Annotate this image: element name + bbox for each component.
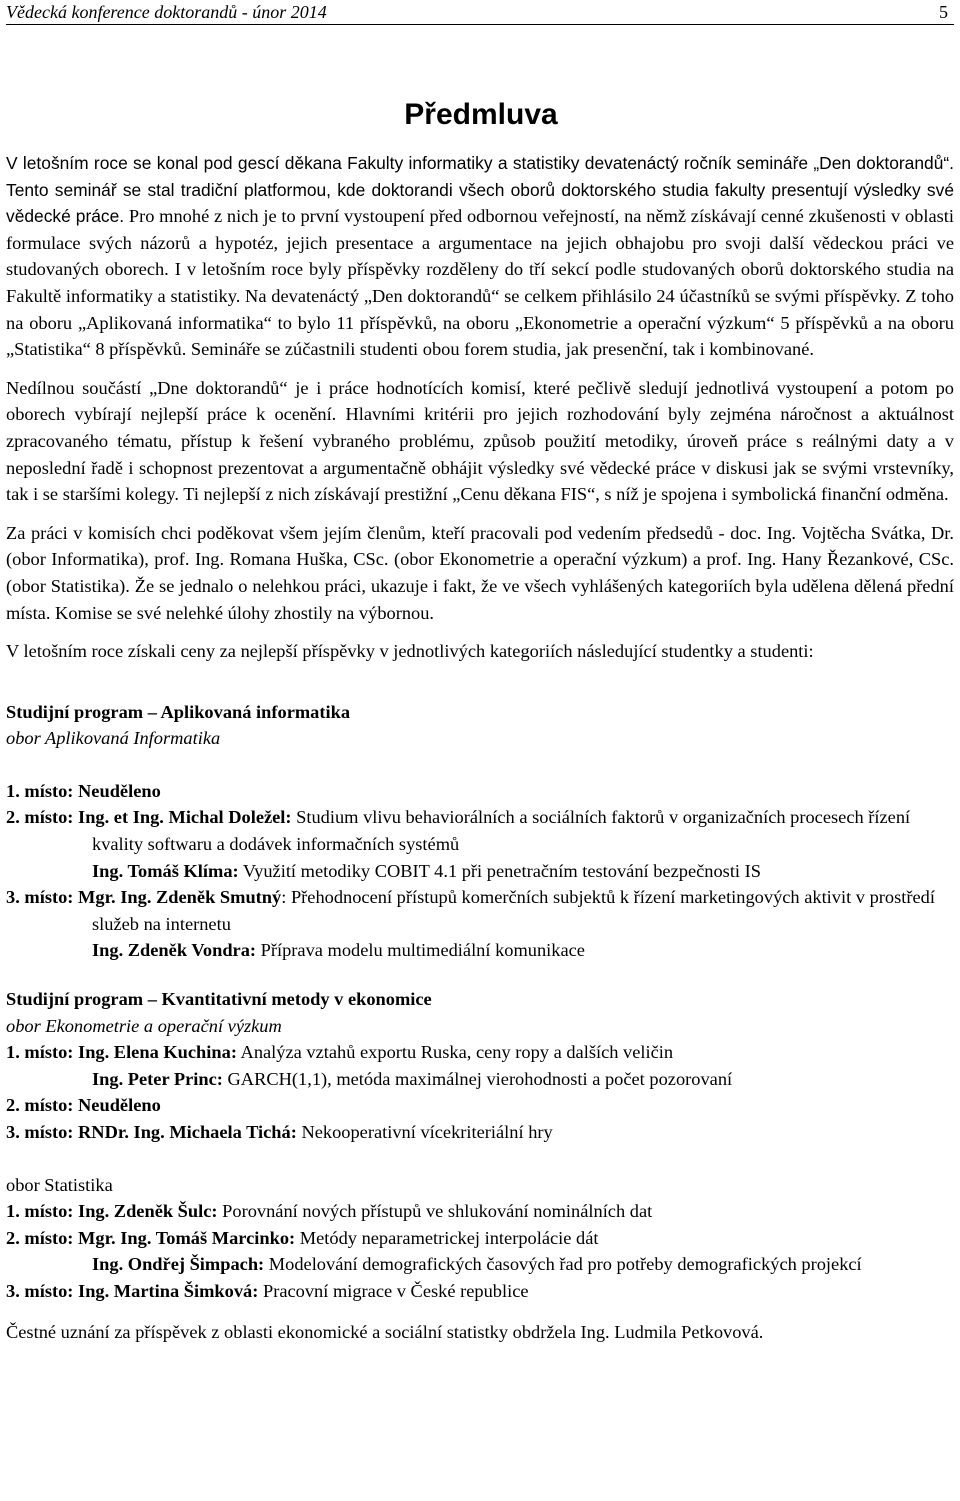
award-row: [6, 937, 954, 964]
award-title: Příprava modelu multimediální komunikace: [256, 940, 585, 961]
award-title: Studium vlivu behaviorálních a sociálních faktorů v organizačních procesech řízení kvality softwaru a dodávek informačních systémů: [92, 807, 911, 855]
award-title: Modelování demografických časových řad pro potřeby demografických projekcí: [264, 1254, 862, 1275]
award-title: Analýza vztahů exportu Ruska, ceny ropy a dalších veličin: [236, 1042, 674, 1063]
body-text: [6, 150, 954, 1345]
intro-paragraph-3: Za práci v komisích chci poděkovat všem jejím členům, kteří pracovali pod vedením předsedů - doc. Ing. Vojtěcha Svátka, Dr. (obor Informatika), prof. Ing. Romana Huška, CSc. (obor Ekonometrie a operační výzkum) a prof. Ing. Hany Řezankové, CSc. (obor Statistika). Že se jednalo o nelehkou práci, ukazuje i fakt, že ve všech vyhlášených kategoriích byla udělena dělená přední místa. Komise se své nelehké úlohy zhostily na výbornou.: [6, 522, 954, 623]
award-row: [6, 1251, 954, 1278]
award-title: : Přehodnocení přístupů komerčních subjektů k řízení marketingových aktivit v prostředí služeb na internetu: [92, 887, 935, 934]
award-title: Metódy neparametrickej interpolácie dát: [295, 1227, 599, 1248]
honorable-mention: Čestné uznání za příspěvek z oblasti ekonomické a sociální statistky obdržela Ing. Ludmila Petkovová.: [6, 1321, 764, 1342]
award-name: Ing. Peter Princ:: [92, 1068, 223, 1089]
award-title: GARCH(1,1), metóda maximálnej vierohodnosti a počet pozorovaní: [222, 1068, 733, 1089]
award-place: 3. místo:: [6, 1280, 79, 1301]
intro-rest: Pro mnohé z nich je to první vystoupení před odbornou veřejností, na němž získávají cenné zkušenosti v oblasti formulace svých názorů a hypotéz, jejich presentace a argumentace na jejich obhajobu pro svoji další vědeckou práci ve studovaných oborech. I v letošním roce byly příspěvky rozděleny do tří sekcí podle studovaných oborů doktorského studia na Fakultě informatiky a statistiky. Na devatenáctý „Den doktorandů“ se celkem přihlásilo 24 účastníků se svými příspěvky. Z toho na oboru „Aplikovaná informatika“ to bylo 11 příspěvků, na oboru „Ekonometrie a operační výzkum“ 5 příspěvků a na oboru „Statistika“ 8 příspěvků. Semináře se zúčastnili studenti obou forem studia, jak presenční, tak i kombinované.: [6, 206, 954, 360]
intro-paragraph-1: [6, 150, 954, 363]
award-name: Ing. Zdeněk Vondra:: [92, 940, 257, 961]
award-row: 1. místo: Neuděleno: [6, 780, 161, 801]
award-name: RNDr. Ing. Michaela Tichá:: [78, 1122, 297, 1142]
award-name: Mgr. Ing. Tomáš Marcinko:: [78, 1227, 296, 1248]
award-place: 1. místo:: [6, 1201, 79, 1222]
intro-paragraph-2: Nedílnou součástí „Dne doktorandů“ je i práce hodnotících komisí, které pečlivě sledují jednotlivá vystoupení a potom po oborech vybírají nejlepší práce k ocenění. Hlavními kritérii pro jejich rozhodování byly zejména náročnost a aktuálnost zpracovaného tématu, přístup k řešení vybraného problému, způsob použití metodiky, úroveň práce s reálnými daty a v neposlední řadě i schopnost prezentovat a argumentačně obhájit výsledky své vědecké práce v diskusi jak se svými vrstevníky, tak i se staršími kolegy. Ti nejlepší z nich získávají prestižní „Cenu děkana FIS“, s níž je spojena i symbolická finanční odměna.: [6, 377, 954, 505]
intro-paragraph-4: V letošním roce získali ceny za nejlepší příspěvky v jednotlivých kategoriích následující studentky a studenti:: [6, 641, 814, 662]
award-title: Pracovní migrace v České republice: [258, 1280, 529, 1301]
page-number: 5: [939, 2, 948, 22]
award-title: Porovnání nových přístupů ve shlukování nominálních dat: [217, 1201, 653, 1222]
obor-label-econometrics: obor Ekonometrie a operační výzkum: [6, 1015, 282, 1036]
program-heading-quantitative: Studijní program – Kvantitativní metody v ekonomice: [6, 989, 432, 1010]
program-heading-informatics: Studijní program – Aplikovaná informatika: [6, 701, 351, 722]
award-place: 2. místo:: [6, 1227, 79, 1248]
obor-label-statistics: obor Statistika: [6, 1174, 113, 1195]
award-title: Nekooperativní vícekriteriální hry: [296, 1122, 553, 1142]
award-row: [6, 1278, 954, 1305]
award-row: [6, 1119, 954, 1146]
award-name: Ing. et Ing. Michal Doležel:: [78, 807, 292, 828]
intro-lead: V letošním roce se konal pod gescí děkana Fakulty informatiky a statistiky devatenáctý ročník semináře „Den doktorandů“. Tento seminář se stal tradiční platformou, kde doktorandi všech oborů doktorského studia fakulty presentují výsledky své vědecké práce.: [6, 153, 954, 227]
award-row: [6, 858, 954, 885]
award-row: [6, 1225, 954, 1252]
page-title: Předmluva: [404, 98, 558, 131]
obor-label-applied-informatics: obor Aplikovaná Informatika: [6, 728, 221, 749]
award-name: Mgr. Ing. Zdeněk Smutný: [78, 887, 282, 908]
award-row: [6, 1039, 954, 1066]
award-place: 1. místo:: [6, 1042, 79, 1063]
award-name: Ing. Zdeněk Šulc:: [78, 1201, 218, 1222]
award-title: Využití metodiky COBIT 4.1 při penetračním testování bezpečnosti IS: [238, 860, 761, 881]
award-place: 3. místo:: [6, 1122, 79, 1142]
award-row: [6, 884, 954, 937]
award-name: Ing. Ondřej Šimpach:: [92, 1254, 265, 1275]
award-name: Ing. Elena Kuchina:: [78, 1042, 237, 1063]
award-name: Ing. Martina Šimková:: [78, 1280, 259, 1301]
running-header: [6, 2, 954, 25]
award-row: 2. místo: Neuděleno: [6, 1095, 161, 1116]
award-row: [6, 804, 954, 857]
award-place: 3. místo:: [6, 887, 79, 908]
award-row: [6, 1066, 954, 1093]
award-place: 2. místo:: [6, 807, 79, 828]
running-title: Vědecká konference doktorandů - únor 2014: [6, 2, 327, 22]
award-name: Ing. Tomáš Klíma:: [92, 860, 239, 881]
award-row: [6, 1198, 954, 1225]
